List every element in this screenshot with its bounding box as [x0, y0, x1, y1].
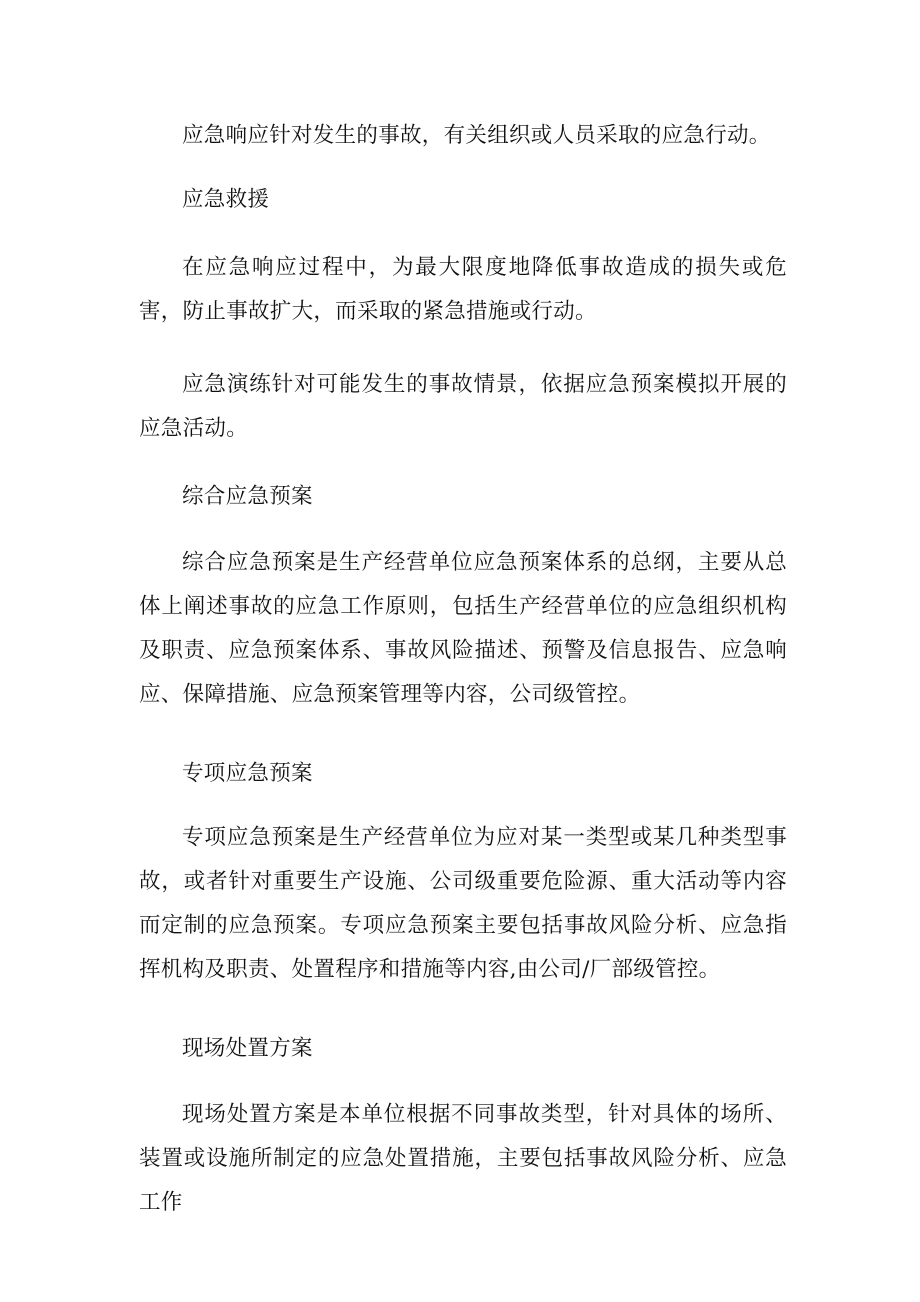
paragraph-special-plan: 专项应急预案是生产经营单位为应对某一类型或某几种类型事故，或者针对重要生产设施、公司级重要危险源、重大活动等内容而定制的应急预案。专项应急预案主要包括事故风险分析、应急指挥机构及职责、处置程序和措施等内容,由公司/厂部级管控。 [139, 825, 787, 982]
paragraph-emergency-drill: 应急演练针对可能发生的事故情景，依据应急预案模拟开展的应急活动。 [139, 372, 787, 441]
heading-onsite-plan: 现场处置方案 [182, 1036, 313, 1061]
paragraph-emergency-rescue: 在应急响应过程中，为最大限度地降低事故造成的损失或危害，防止事故扩大，而采取的紧急措施或行动。 [139, 255, 787, 324]
heading-comprehensive-plan: 综合应急预案 [182, 484, 313, 509]
heading-special-plan: 专项应急预案 [182, 761, 313, 786]
heading-emergency-rescue: 应急救援 [182, 187, 270, 212]
paragraph-emergency-response: 应急响应针对发生的事故，有关组织或人员采取的应急行动。 [182, 123, 771, 148]
paragraph-onsite-plan: 现场处置方案是本单位根据不同事故类型，针对具体的场所、装置或设施所制定的应急处置措施，主要包括事故风险分析、应急工作 [139, 1102, 787, 1215]
paragraph-comprehensive-plan: 综合应急预案是生产经营单位应急预案体系的总纲，主要从总体上阐述事故的应急工作原则，包括生产经营单位的应急组织机构及职责、应急预案体系、事故风险描述、预警及信息报告、应急响应、保障措施、应急预案管理等内容，公司级管控。 [139, 550, 787, 707]
